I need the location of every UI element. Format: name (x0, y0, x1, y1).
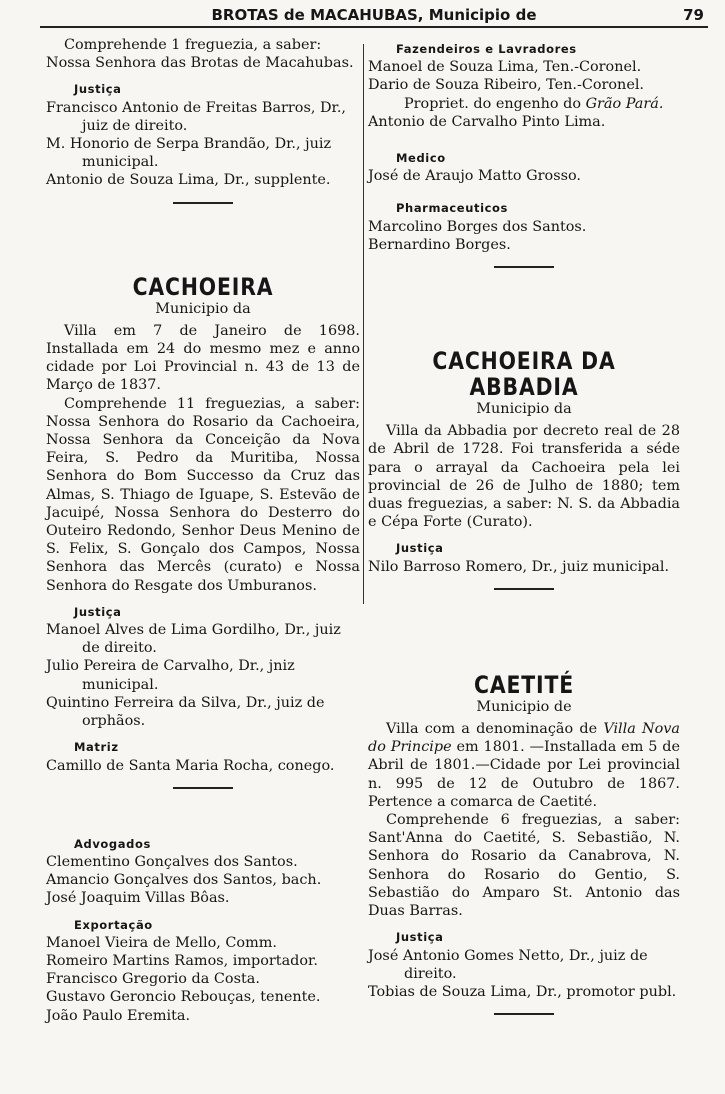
page-header (40, 4, 708, 28)
section-rule (494, 266, 554, 268)
entry: M. Honorio de Serpa Brandão, Dr., juiz municipal. (46, 136, 332, 171)
paragraph: Villa em 7 de Janeiro de 1698. Installada em 24 do mesmo mez e anno cidade por Loi Provincial n. 43 de 13 de Março de 1837. (46, 322, 360, 394)
entry: Tobias de Souza Lima, Dr., promotor publ. (368, 983, 677, 1000)
municipality-subtitle: Municipio da (476, 401, 572, 418)
section-heading: Fazendeiros e Lavradores (396, 42, 577, 56)
page-number: 79 (683, 6, 704, 24)
entry: Gustavo Geroncio Rebouças, tenente. (46, 989, 321, 1006)
municipality-subtitle: Municipio da (155, 300, 251, 317)
former-name: Villa Nova do Principe (368, 721, 681, 756)
paragraph: Comprehende 11 freguezias, a saber: Nossa Senhora do Rosario da Cachoeira, Nossa Senhora da Conceição da Nova Feira, S. Pedro da Muritiba, Nossa Senhora do Bom Successo da Cruz das Almas, S. Thiago de Iguape, S. Estevão de Jacuipé, Nossa Senhora do Desterro do Outeiro Redondo, Senhor Deus Menino de S. Felix, S. Gonçalo dos Campos, Nossa Senhora das Mercês (curato) e Nossa Senhora do Resgate dos Umburanos. (46, 395, 360, 594)
entry: José Joaquim Villas Bôas. (46, 890, 230, 907)
entry: Francisco Antonio de Freitas Barros, Dr., juiz de direito. (46, 99, 346, 134)
entry: Francisco Gregorio da Costa. (46, 971, 260, 988)
section-heading: Medico (396, 151, 446, 166)
left-column (46, 36, 360, 1025)
column-divider (363, 44, 364, 604)
entry: Quintino Ferreira da Silva, Dr., juiz de orphãos. (46, 694, 325, 730)
paragraph (368, 720, 680, 811)
section-rule (173, 787, 233, 789)
entry: Dario de Souza Ribeiro, Ten.-Coronel. (368, 77, 645, 94)
paragraph-text: em 1801. —Installada em 5 de Abril de 1801.—Cidade por Lei provincial n. 995 de 12 de Outubro de 1867. Pertence a comarca de Caetité. (368, 739, 680, 810)
paragraph-text: Villa com a denominação de (386, 721, 598, 738)
right-column (368, 36, 680, 1029)
section-heading: Justiça (74, 82, 122, 97)
entry: Manoel de Souza Lima, Ten.-Coronel. (368, 59, 642, 76)
running-title: BROTAS de MACAHUBAS, Municipio de (211, 6, 537, 24)
entry: José Antonio Gomes Netto, Dr., juiz de direito. (368, 947, 648, 982)
municipality-title: CACHOEIRA (132, 272, 274, 301)
municipality-title: CAETITÉ (473, 670, 575, 699)
municipality-subtitle: Municipio de (476, 698, 572, 715)
section-heading: Justiça (396, 541, 444, 556)
section-heading: Justiça (74, 604, 122, 619)
entry: Marcolino Borges dos Santos. (368, 218, 587, 235)
entry: Manoel Alves de Lima Gordilho, Dr., juiz de direito. (46, 622, 341, 657)
entry: Amancio Gonçalves dos Santos, bach. (46, 872, 322, 889)
section-heading: Matriz (74, 740, 119, 755)
intro-line: Comprehende 1 freguezia, a saber: (64, 37, 322, 53)
entry: Romeiro Martins Ramos, importador. (46, 952, 318, 969)
entry: Antonio de Carvalho Pinto Lima. (368, 113, 606, 130)
engenho-name: Grão Pará. (585, 95, 664, 112)
section-heading: Exportação (74, 917, 153, 932)
municipality-title: CACHOEIRA DA ABBADIA (432, 347, 616, 402)
entry: José de Araujo Matto Grosso. (368, 168, 581, 185)
paragraph: Comprehende 6 freguezias, a saber: Sant'Anna do Caetité, S. Sebastião, N. Senhora do Rosario da Canabrova, N. Senhora do Rosario do Gentio, S. Sebastião do Amparo St. Antonio das Duas Barras. (368, 812, 680, 920)
section-heading: Pharmaceuticos (396, 201, 508, 216)
section-rule (494, 588, 554, 590)
entry: Camillo de Santa Maria Rocha, conego. (46, 757, 335, 774)
section-rule (173, 202, 233, 204)
entry: Julio Pereira de Carvalho, Dr., jniz municipal. (46, 658, 295, 693)
entry: Antonio de Souza Lima, Dr., supplente. (46, 172, 331, 189)
section-heading: Advogados (74, 836, 151, 851)
section-heading: Justiça (396, 930, 444, 945)
paragraph: Villa da Abbadia por decreto real de 28 de Abril de 1728. Foi transferida a séde para o arrayal da Cachoeira pela lei provincial de 26 de Julho de 1880; tem duas freguezias, a saber: N. S. da Abbadia e Cépa Forte (Curato). (368, 423, 680, 531)
intro-line: Nossa Senhora das Brotas de Macahubas. (46, 55, 354, 72)
section-rule (494, 1013, 554, 1015)
entry: Manoel Vieira de Mello, Comm. (46, 934, 277, 951)
entry-text: Propriet. do engenho do (404, 95, 581, 112)
entry: Bernardino Borges. (368, 236, 511, 253)
entry: Nilo Barroso Romero, Dr., juiz municipal. (368, 558, 670, 575)
entry (368, 95, 680, 113)
entry: Clementino Gonçalves dos Santos. (46, 853, 298, 870)
entry: João Paulo Eremita. (46, 1007, 191, 1024)
